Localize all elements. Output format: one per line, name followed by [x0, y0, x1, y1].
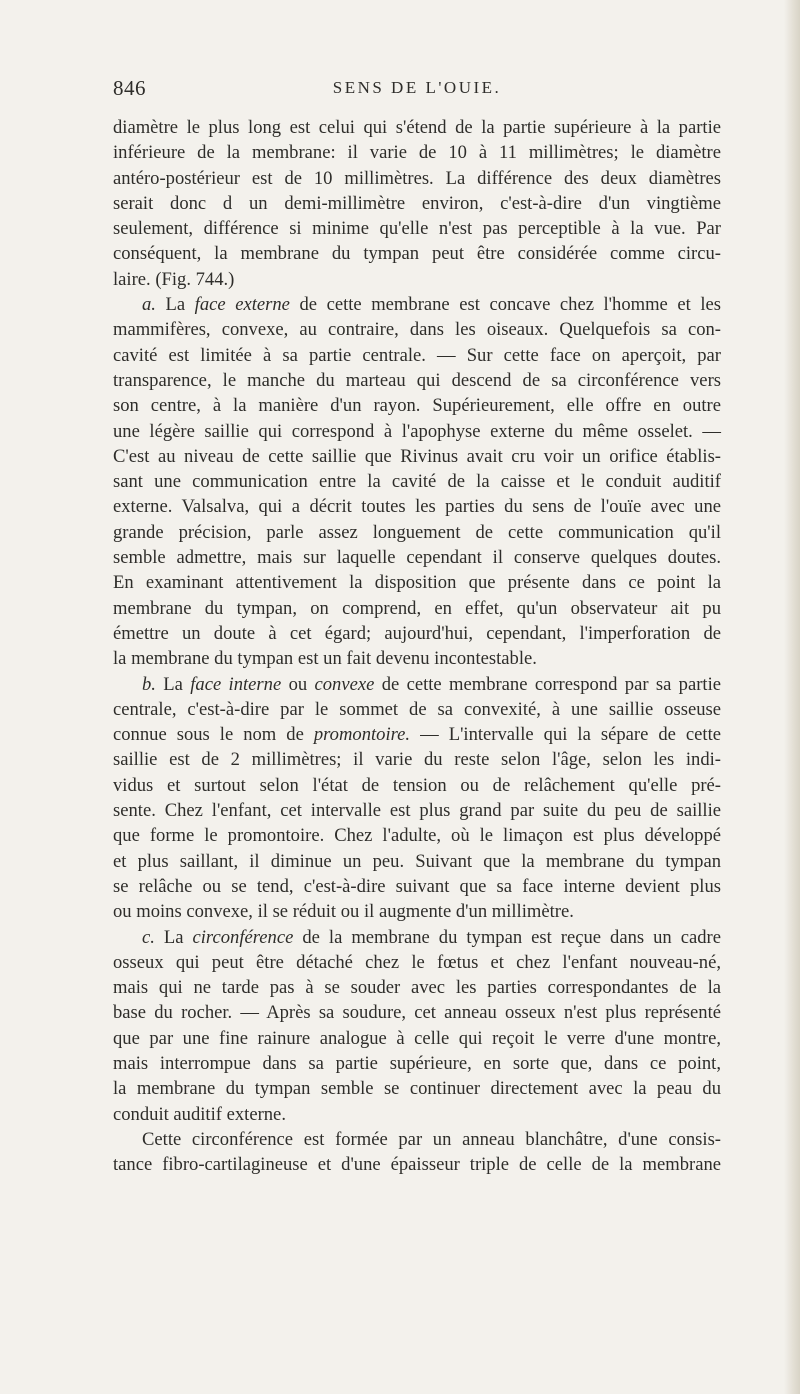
text-line: inférieure de la membrane: il varie de 10 à 11 millimètres; le diamètre	[113, 142, 721, 164]
text-line: la membrane du tympan semble se continuer directement avec la peau du	[113, 1078, 721, 1100]
text-line: transparence, le manche du marteau qui descend de sa circonférence vers	[113, 369, 721, 391]
text-line: diamètre le plus long est celui qui s'étend de la partie supérieure à la partie	[113, 117, 721, 138]
text-line: laire. (Fig. 744.)	[113, 268, 235, 290]
section-term: face externe	[194, 294, 290, 316]
text-line: conséquent, la membrane du tympan peut être considérée comme circu-	[113, 243, 721, 265]
text-line: antéro-postérieur est de 10 millimètres. La différence des deux diamètres	[113, 167, 721, 189]
text-line: C'est au niveau de cette saillie que Rivinus avait cru voir un orifice établis-	[113, 445, 721, 467]
text-line: En examinant attentivement la disposition que présente dans ce point la	[113, 572, 721, 594]
text-line: cavité est limitée à sa partie centrale. — Sur cette face on aperçoit, par	[113, 344, 721, 366]
text-line: que par une fine rainure analogue à celle qui reçoit le verre d'une montre,	[113, 1027, 721, 1049]
text-line: membrane du tympan, on comprend, en effet, qu'un observateur ait pu	[113, 597, 721, 619]
text-line: sant une communication entre la cavité de la caisse et le conduit auditif	[113, 471, 721, 493]
text-line: tance fibro-cartilagineuse et d'une épaisseur triple de celle de la membrane	[113, 1154, 721, 1176]
text-line: ou moins convexe, il se réduit ou il augmente d'un millimètre.	[113, 901, 574, 923]
text-line: que forme le promontoire. Chez l'adulte, où le limaçon est plus développé	[113, 825, 721, 847]
text-line: sente. Chez l'enfant, cet intervalle est plus grand par suite du peu de saillie	[113, 800, 721, 822]
text-line: serait donc d un demi-millimètre environ, c'est-à-dire d'un vingtième	[113, 192, 721, 214]
paragraph-face-interne	[113, 672, 721, 925]
running-head: SENS DE L'OUIE.	[332, 78, 502, 97]
page-number: 846	[113, 76, 146, 100]
paragraph-face-externe	[113, 292, 721, 671]
text-line: osseux qui peut être détaché chez le fœtus et chez l'enfant nouveau-né,	[113, 951, 721, 973]
section-label: a.	[142, 294, 156, 316]
text-line: mais interrompue dans sa partie supérieure, en sorte que, dans ce point,	[113, 1052, 721, 1074]
section-term: circonférence	[192, 926, 294, 948]
section-label: c.	[142, 926, 155, 948]
text-line: a. La face externe de cette membrane est concave chez l'homme et les	[142, 294, 721, 316]
paragraph-circonference	[113, 925, 721, 1127]
paragraph-anneau	[113, 1127, 721, 1178]
term-promontoire: promontoire.	[313, 724, 411, 746]
body-text	[113, 115, 721, 1177]
page-edge-shadow	[784, 0, 800, 1394]
page-header	[113, 76, 721, 106]
text-line: la membrane du tympan est un fait devenu incontestable.	[113, 648, 537, 670]
text-line: b. La face interne ou convexe de cette membrane correspond par sa partie	[142, 673, 721, 695]
text-line: semble admettre, mais sur laquelle cependant il conserve quelques doutes.	[113, 547, 721, 569]
section-term-alt: convexe	[314, 673, 375, 695]
text-line: une légère saillie qui correspond à l'apophyse externe du même osselet. —	[113, 420, 721, 442]
text-line: mais qui ne tarde pas à se souder avec les parties correspondantes de la	[113, 977, 721, 999]
text-line: émettre un doute à cet égard; aujourd'hui, cependant, l'imperforation de	[113, 622, 721, 644]
text-line: connue sous le nom de promontoire. — L'intervalle qui la sépare de cette	[113, 724, 721, 746]
text-line: son centre, à la manière d'un rayon. Supérieurement, elle offre en outre	[113, 395, 721, 417]
text-line: externe. Valsalva, qui a décrit toutes les parties du sens de l'ouïe avec une	[113, 496, 721, 518]
text-line: base du rocher. — Après sa soudure, cet anneau osseux n'est plus représenté	[113, 1002, 721, 1024]
text-line: vidus et surtout selon l'état de tension ou de relâchement qu'elle pré-	[113, 774, 721, 796]
text-line: et plus saillant, il diminue un peu. Suivant que la membrane du tympan	[113, 850, 721, 872]
text-line: conduit auditif externe.	[113, 1103, 286, 1125]
paragraph-diametres	[113, 115, 721, 292]
section-label: b.	[142, 673, 156, 695]
section-term: face interne	[190, 673, 282, 695]
text-line: mammifères, convexe, au contraire, dans les oiseaux. Quelquefois sa con-	[113, 319, 721, 341]
text-line: c. La circonférence de la membrane du tympan est reçue dans un cadre	[142, 926, 721, 948]
text-line: se relâche ou se tend, c'est-à-dire suivant que sa face interne devient plus	[113, 875, 721, 897]
text-line: centrale, c'est-à-dire par le sommet de sa convexité, à une saillie osseuse	[113, 698, 721, 720]
text-line: seulement, différence si minime qu'elle n'est pas perceptible à la vue. Par	[113, 218, 721, 240]
text-line: Cette circonférence est formée par un anneau blanchâtre, d'une consis-	[142, 1128, 721, 1150]
text-line: saillie est de 2 millimètres; il varie du reste selon l'âge, selon les indi-	[113, 749, 721, 771]
text-line: grande précision, parle assez longuement de cette communication qu'il	[113, 521, 721, 543]
